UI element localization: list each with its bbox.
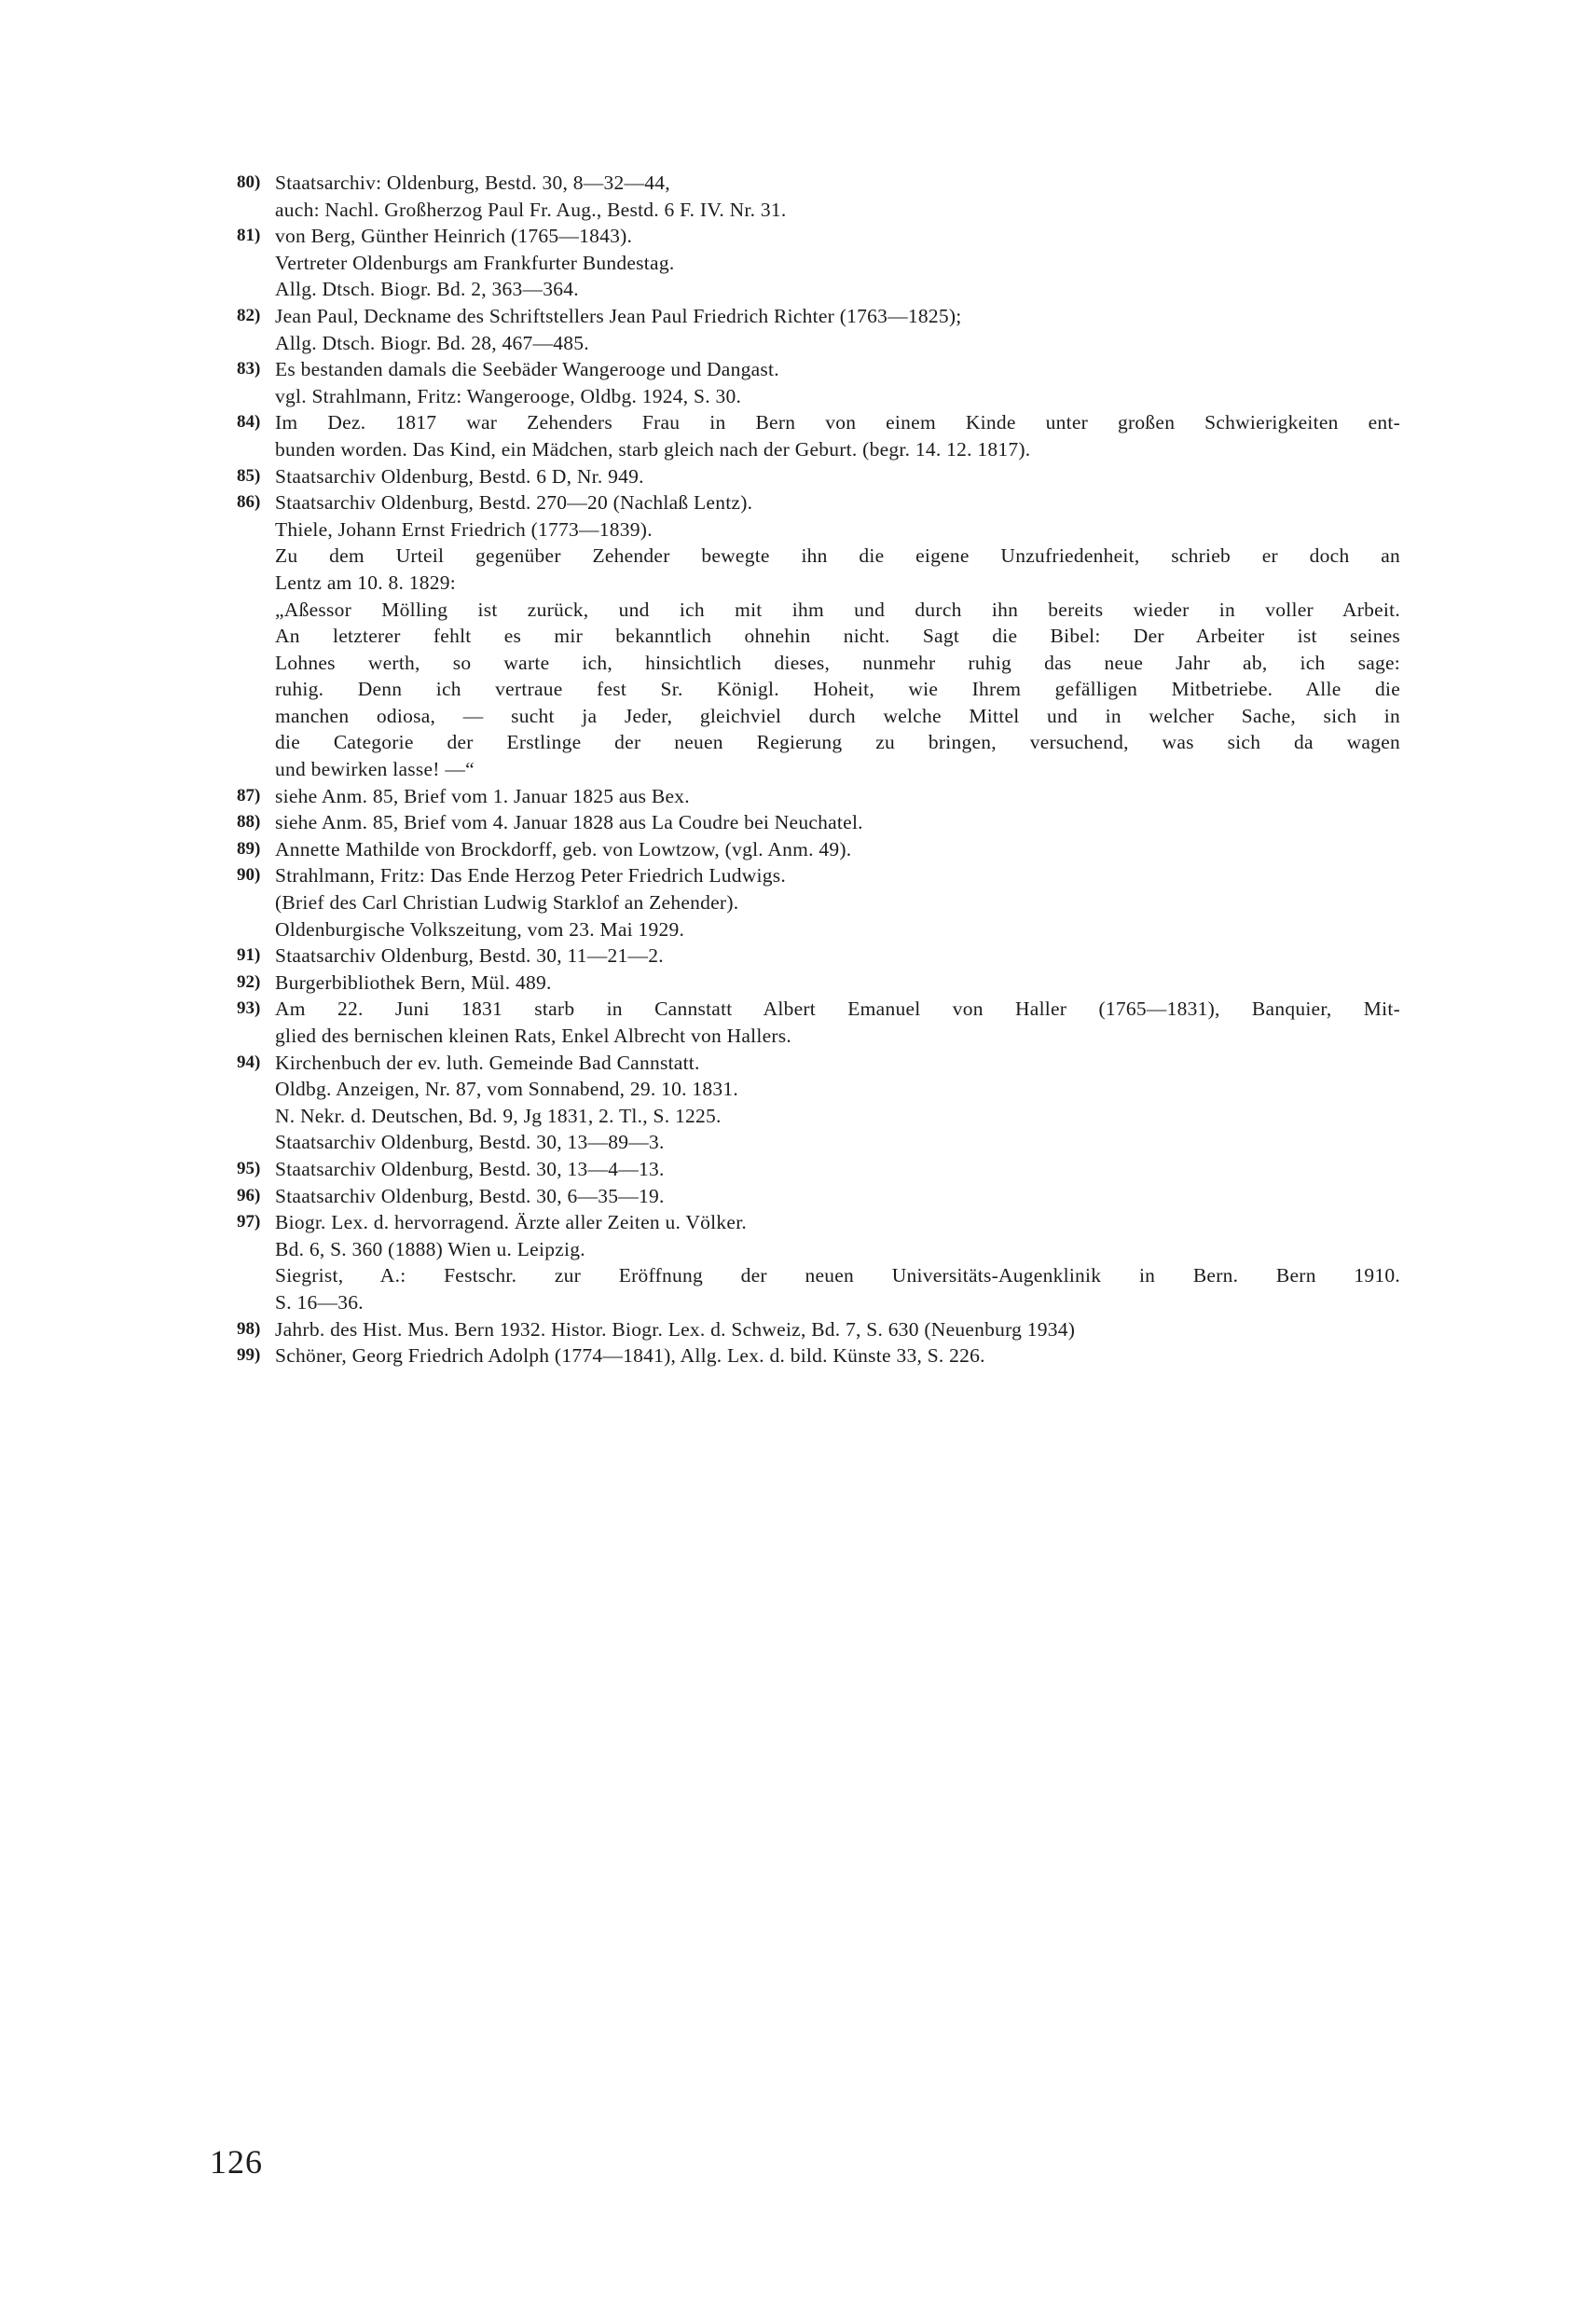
endnote-number: 92) — [237, 971, 261, 992]
endnote-line: Lentz am 10. 8. 1829: — [275, 571, 456, 594]
endnote-line: bunden worden. Das Kind, ein Mädchen, starb gleich nach der Geburt. (begr. 14. 12. 1817). — [275, 437, 1031, 461]
endnote-line: siehe Anm. 85, Brief vom 1. Januar 1825 aus Bex. — [275, 784, 690, 807]
endnote-line: Am 22. Juni 1831 starb in Cannstatt Albert Emanuel von Haller (1765—1831), Banquier, Mit- — [275, 998, 1400, 1021]
endnote — [237, 170, 1400, 223]
endnote-line: Staatsarchiv: Oldenburg, Bestd. 30, 8—32—44, — [275, 172, 670, 194]
endnote-line: Staatsarchiv Oldenburg, Bestd. 6 D, Nr. 949. — [275, 464, 644, 488]
endnote — [237, 809, 1400, 836]
endnote-number: 99) — [237, 1345, 261, 1366]
endnote — [237, 1342, 1400, 1369]
endnote-line: Staatsarchiv Oldenburg, Bestd. 30, 6—35—19. — [275, 1184, 665, 1207]
endnote-number: 97) — [237, 1212, 261, 1232]
endnote-text — [275, 809, 1400, 836]
endnote-text — [275, 862, 1400, 943]
endnote-number: 96) — [237, 1185, 261, 1205]
endnote — [237, 303, 1400, 356]
endnote-number: 83) — [237, 359, 261, 379]
endnote-line: Biogr. Lex. d. hervorragend. Ärzte aller Zeiten u. Völker. — [275, 1211, 748, 1234]
endnote-line: Lohnes werth, so warte ich, hinsichtlich dieses, nunmehr ruhig das neue Jahr ab, ich sage: — [275, 651, 1400, 674]
endnote-line: manchen odiosa, — sucht ja Jeder, gleichviel durch welche Mittel und in welcher Sache, sich in — [275, 704, 1400, 727]
endnote-line: Kirchenbuch der ev. luth. Gemeinde Bad Cannstatt. — [275, 1051, 700, 1074]
endnote-line: Annette Mathilde von Brockdorff, geb. von Lowtzow, (vgl. Anm. 49). — [275, 837, 852, 860]
endnote-line: die Categorie der Erstlinge der neuen Regierung zu bringen, versuchend, was sich da wagen — [275, 731, 1400, 754]
endnote-text — [275, 303, 1400, 356]
endnote-text — [275, 1050, 1400, 1156]
endnote — [237, 1156, 1400, 1183]
endnote-number: 89) — [237, 838, 261, 859]
endnote-number: 88) — [237, 812, 261, 833]
endnote-line: siehe Anm. 85, Brief vom 4. Januar 1828 aus La Coudre bei Neuchatel. — [275, 811, 863, 834]
endnote-line: Jahrb. des Hist. Mus. Bern 1932. Histor. Biogr. Lex. d. Schweiz, Bd. 7, S. 630 (Neuenburg 1934) — [275, 1317, 1076, 1341]
endnote-number: 86) — [237, 492, 261, 513]
endnote-text — [275, 783, 1400, 810]
endnote-line: Oldenburgische Volkszeitung, vom 23. Mai 1929. — [275, 917, 685, 941]
endnote-text — [275, 836, 1400, 863]
endnote — [237, 223, 1400, 303]
endnote-number: 84) — [237, 412, 261, 433]
endnote-line: „Aßessor Mölling ist zurück, und ich mit ihm und durch ihn bereits wieder in voller Arbeit. — [275, 598, 1400, 621]
endnote-number: 90) — [237, 865, 261, 886]
endnote-number: 85) — [237, 465, 261, 486]
endnote-line: Siegrist, A.: Festschr. zur Eröffnung der neuen Universitäts-Augenklinik in Bern. Bern 1910. — [275, 1264, 1400, 1287]
endnote-line: An letzterer fehlt es mir bekanntlich ohnehin nicht. Sagt die Bibel: Der Arbeiter ist seines — [275, 625, 1400, 648]
endnote-text — [275, 996, 1400, 1049]
endnote-number: 98) — [237, 1318, 261, 1339]
endnote-line: Allg. Dtsch. Biogr. Bd. 28, 467—485. — [275, 331, 589, 354]
endnote — [237, 463, 1400, 490]
endnote-line: glied des bernischen kleinen Rats, Enkel Albrecht von Hallers. — [275, 1025, 792, 1047]
endnote-number: 87) — [237, 785, 261, 805]
endnote-text — [275, 1342, 1400, 1369]
endnote — [237, 970, 1400, 997]
endnote-line: Staatsarchiv Oldenburg, Bestd. 30, 13—4—13. — [275, 1157, 665, 1180]
endnote-line: Oldbg. Anzeigen, Nr. 87, vom Sonnabend, 29. 10. 1831. — [275, 1078, 738, 1101]
endnote-line: Staatsarchiv Oldenburg, Bestd. 30, 11—21—2. — [275, 944, 664, 968]
endnote — [237, 836, 1400, 863]
endnote-line: Es bestanden damals die Seebäder Wangerooge und Dangast. — [275, 358, 779, 381]
endnote — [237, 409, 1400, 462]
endnote-line: Thiele, Johann Ernst Friedrich (1773—1839). — [275, 517, 653, 541]
endnote-text — [275, 1316, 1400, 1343]
endnote-line: und bewirken lasse! —“ — [275, 758, 475, 781]
endnote — [237, 1316, 1400, 1343]
endnote — [237, 943, 1400, 970]
endnote-line: (Brief des Carl Christian Ludwig Starklof an Zehender). — [275, 891, 739, 915]
endnote-text — [275, 1209, 1400, 1315]
endnote — [237, 356, 1400, 409]
endnote-text — [275, 970, 1400, 997]
endnote-number: 82) — [237, 305, 261, 325]
endnote-line: Vertreter Oldenburgs am Frankfurter Bundestag. — [275, 251, 675, 274]
endnote-line: Jean Paul, Deckname des Schriftstellers Jean Paul Friedrich Richter (1763—1825); — [275, 304, 962, 327]
endnote — [237, 489, 1400, 783]
endnote-line: Strahlmann, Fritz: Das Ende Herzog Peter Friedrich Ludwigs. — [275, 864, 786, 888]
page-number: 126 — [210, 2143, 263, 2181]
endnote — [237, 783, 1400, 810]
endnote-text — [275, 1183, 1400, 1210]
endnote-text — [275, 170, 1400, 223]
endnote-line: Staatsarchiv Oldenburg, Bestd. 30, 13—89—3. — [275, 1131, 665, 1154]
endnote-line: N. Nekr. d. Deutschen, Bd. 9, Jg 1831, 2. Tl., S. 1225. — [275, 1104, 722, 1127]
endnote-number: 94) — [237, 1052, 261, 1072]
endnote-text — [275, 1156, 1400, 1183]
endnote-number: 93) — [237, 998, 261, 1019]
endnote — [237, 1183, 1400, 1210]
endnote — [237, 996, 1400, 1049]
endnote-text — [275, 409, 1400, 462]
endnote — [237, 1209, 1400, 1315]
endnote — [237, 1050, 1400, 1156]
endnote-line: Burgerbibliothek Bern, Mül. 489. — [275, 970, 552, 994]
endnote-line: Allg. Dtsch. Biogr. Bd. 2, 363—364. — [275, 278, 579, 301]
endnote — [237, 862, 1400, 943]
endnote-number: 91) — [237, 945, 261, 966]
endnote-line: Staatsarchiv Oldenburg, Bestd. 270—20 (Nachlaß Lentz). — [275, 491, 753, 515]
endnote-text — [275, 489, 1400, 783]
endnotes-list — [237, 170, 1400, 1369]
endnote-line: auch: Nachl. Großherzog Paul Fr. Aug., Bestd. 6 F. IV. Nr. 31. — [275, 198, 787, 221]
endnote-number: 81) — [237, 226, 261, 246]
endnote-line: Im Dez. 1817 war Zehenders Frau in Bern von einem Kinde unter großen Schwierigkeiten ent- — [275, 411, 1400, 434]
endnote-text — [275, 223, 1400, 303]
endnote-number: 80) — [237, 172, 261, 192]
endnote-line: Zu dem Urteil gegenüber Zehender bewegte ihn die eigene Unzufriedenheit, schrieb er doch an — [275, 544, 1400, 568]
endnote-text — [275, 356, 1400, 409]
endnote-line: vgl. Strahlmann, Fritz: Wangerooge, Oldbg. 1924, S. 30. — [275, 384, 742, 407]
endnote-line: von Berg, Günther Heinrich (1765—1843). — [275, 225, 633, 248]
endnote-number: 95) — [237, 1158, 261, 1178]
endnote-text — [275, 463, 1400, 490]
endnote-line: Schöner, Georg Friedrich Adolph (1774—1841), Allg. Lex. d. bild. Künste 33, S. 226. — [275, 1344, 985, 1368]
endnote-line: Bd. 6, S. 360 (1888) Wien u. Leipzig. — [275, 1237, 585, 1260]
endnote-line: ruhig. Denn ich vertraue fest Sr. Königl. Hoheit, wie Ihrem gefälligen Mitbetriebe. Alle die — [275, 678, 1400, 701]
endnote-line: S. 16—36. — [275, 1290, 364, 1314]
endnote-text — [275, 943, 1400, 970]
